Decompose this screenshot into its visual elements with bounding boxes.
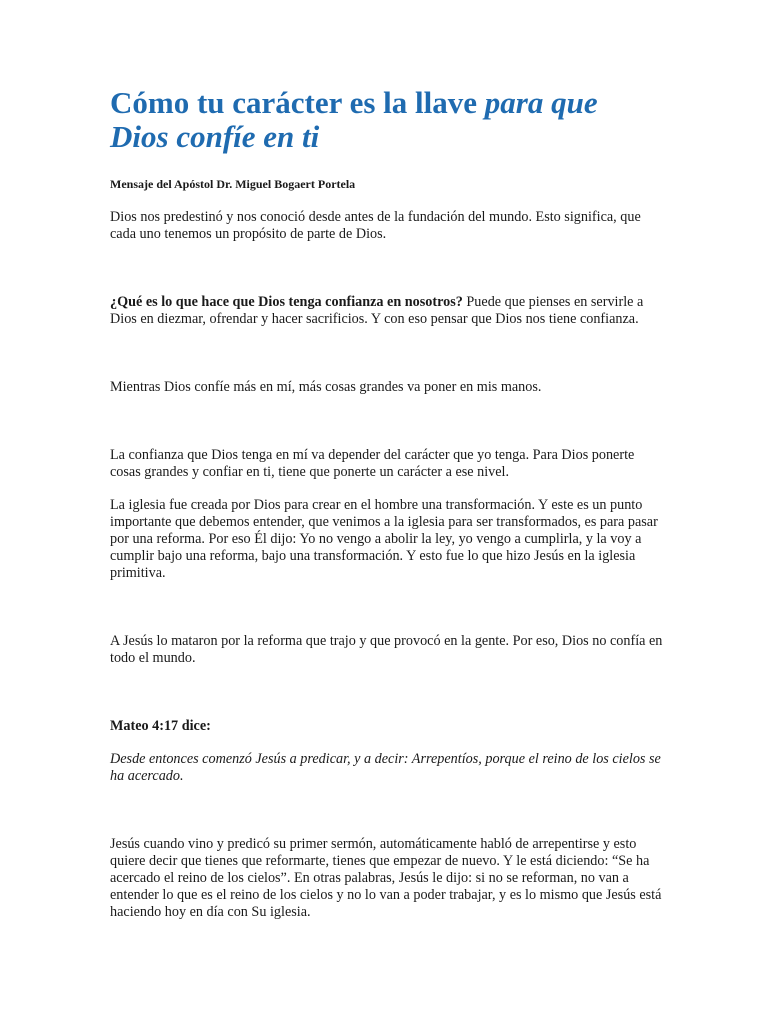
paragraph-3: Mientras Dios confíe más en mí, más cosas grandes va poner en mis manos.	[110, 379, 542, 395]
paragraph-6: A Jesús lo mataron por la reforma que trajo y que provocó en la gente. Por eso, Dios no confía en todo el mundo.	[110, 633, 663, 666]
byline: Mensaje del Apóstol Dr. Miguel Bogaert Portela	[110, 177, 356, 191]
paragraph-4: La confianza que Dios tenga en mí va depender del carácter que yo tenga. Para Dios ponerte cosas grandes y confiar en ti, tiene que ponerte un carácter a ese nivel.	[110, 447, 635, 480]
scripture-quote-text: Desde entonces comenzó Jesús a predicar, y a decir: Arrepentíos, porque el reino de los cielos se ha acercado.	[110, 751, 661, 784]
title-regular: Cómo tu carácter es la llave	[110, 85, 485, 120]
paragraph-1: Dios nos predestinó y nos conoció desde antes de la fundación del mundo. Esto significa, que cada uno tenemos un propósito de parte de Dios.	[110, 209, 641, 242]
spacer	[110, 785, 665, 836]
paragraph-2	[110, 294, 665, 328]
scripture-quote	[110, 751, 665, 785]
spacer	[110, 396, 665, 447]
spacer	[110, 582, 665, 633]
spacer	[110, 328, 665, 379]
paragraph-2-text: Puede que pienses en servirle a Dios en diezmar, ofrendar y hacer sacrificios. Y con eso pensar que Dios nos tiene confianza.	[110, 294, 644, 327]
paragraph-5: La iglesia fue creada por Dios para crear en el hombre una transformación. Y este es un punto importante que debemos entender, que venimos a la iglesia para ser transformados, es para pasar por una reforma. Por eso Él dijo: Yo no vengo a abolir la ley, yo vengo a cumplirla, y la voy a cumplir bajo una reforma, bajo una transformación. Y esto fue lo que hizo Jesús en la iglesia primitiva.	[110, 497, 658, 581]
paragraph-9: Jesús cuando vino y predicó su primer sermón, automáticamente habló de arrepentirse y esto quiere decir que tienes que reformarte, tienes que empezar de nuevo. Y le está diciendo: “Se ha acercado el reino de los cielos”. En otras palabras, Jesús le dijo: si no se reforman, no van a entender lo que es el reino de los cielos y no lo van a poder trabajar, y es lo mismo que Jesús está haciendo hoy en día con Su iglesia.	[110, 836, 662, 920]
spacer	[110, 481, 665, 497]
scripture-heading	[110, 718, 665, 735]
title-italic-line1: para que	[484, 85, 598, 120]
spacer	[110, 735, 665, 751]
spacer	[110, 667, 665, 718]
page-title	[110, 86, 665, 154]
document-page	[110, 86, 665, 921]
paragraph-2-question: ¿Qué es lo que hace que Dios tenga confianza en nosotros?	[110, 294, 463, 310]
scripture-reference: Mateo 4:17 dice:	[110, 718, 211, 734]
spacer	[110, 243, 665, 294]
title-italic-line2: Dios confíe en ti	[110, 119, 320, 154]
